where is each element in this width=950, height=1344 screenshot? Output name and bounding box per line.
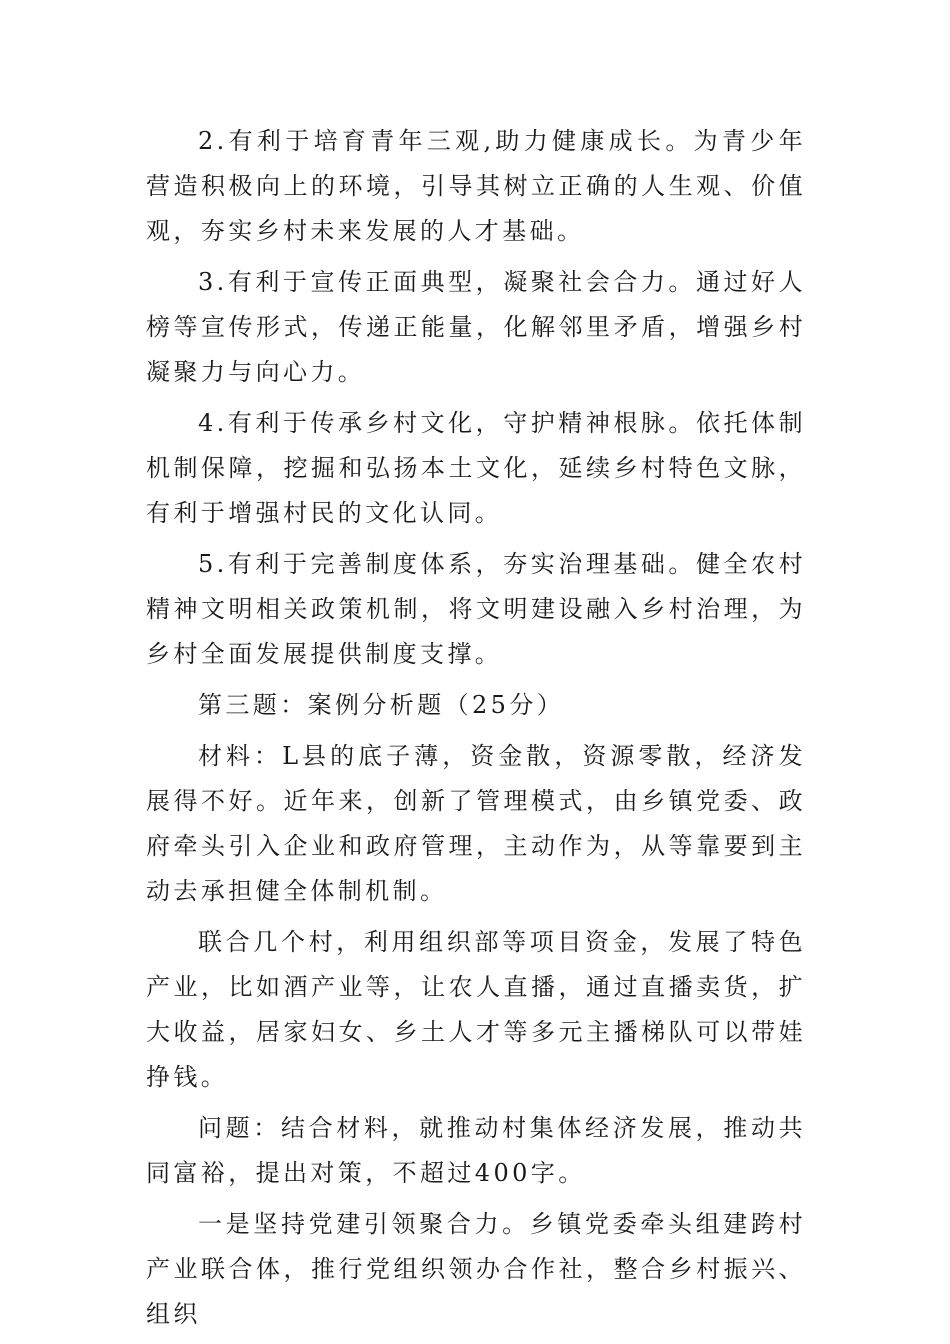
material-paragraph-2: 联合几个村，利用组织部等项目资金，发展了特色产业，比如酒产业等，让农人直播，通过直播卖货，扩大收益，居家妇女、乡土人才等多元主播梯队可以带娃挣钱。 bbox=[146, 928, 806, 1091]
paragraph-benefit-2: 2.有利于培育青年三观,助力健康成长。为青少年营造积极向上的环境，引导其树立正确的人生观、价值观，夯实乡村未来发展的人才基础。 bbox=[146, 127, 806, 245]
question-prompt: 问题：结合材料，就推动村集体经济发展，推动共同富裕，提出对策，不超过400字。 bbox=[146, 1114, 806, 1187]
material-paragraph: 材料：L县的底子薄，资金散，资源零散，经济发展得不好。近年来，创新了管理模式，由乡镇党委、政府牵头引入企业和政府管理，主动作为，从等靠要到主动去承担健全体制机制。 bbox=[146, 742, 806, 905]
answer-point-1: 一是坚持党建引领聚合力。乡镇党委牵头组建跨村产业联合体，推行党组织领办合作社，整合乡村振兴、组织 bbox=[146, 1210, 806, 1328]
question-3-heading: 第三题：案例分析题（25分） bbox=[198, 691, 565, 719]
paragraph-benefit-5: 5.有利于完善制度体系，夯实治理基础。健全农村精神文明相关政策机制，将文明建设融入乡村治理，为乡村全面发展提供制度支撑。 bbox=[146, 550, 806, 668]
paragraph-benefit-3: 3.有利于宣传正面典型，凝聚社会合力。通过好人榜等宣传形式，传递正能量，化解邻里矛盾，增强乡村凝聚力与向心力。 bbox=[146, 268, 806, 386]
document-body bbox=[146, 119, 806, 1343]
paragraph-benefit-4: 4.有利于传承乡村文化，守护精神根脉。依托体制机制保障，挖掘和弘扬本土文化，延续乡村特色文脉，有利于增强村民的文化认同。 bbox=[146, 409, 806, 527]
